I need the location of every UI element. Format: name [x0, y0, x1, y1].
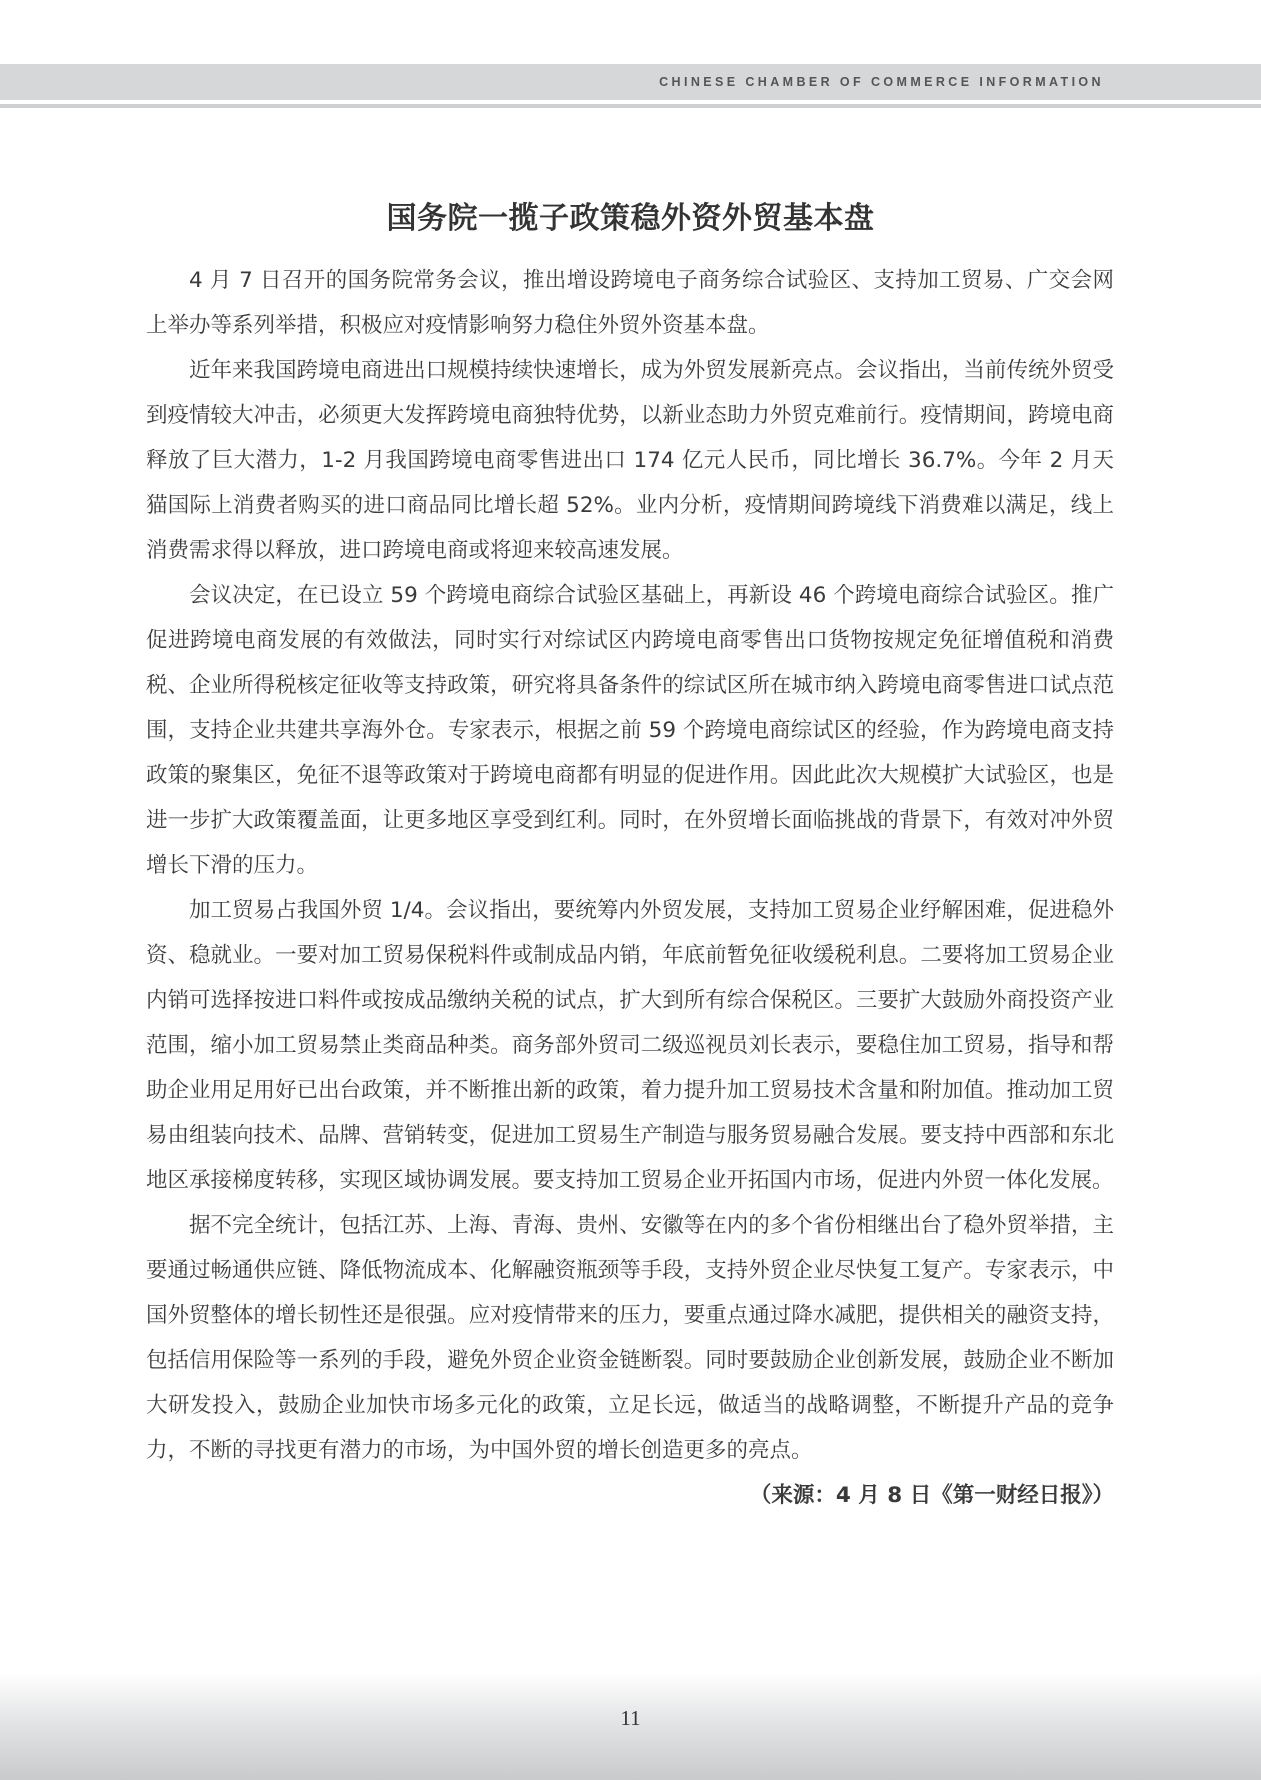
article-source: （来源：4 月 8 日《第一财经日报》） [749, 1483, 1114, 1508]
paragraph-5 [146, 1203, 1114, 1508]
paragraph-1: 4 月 7 日召开的国务院常务会议，推出增设跨境电子商务综合试验区、支持加工贸易、广交会网上举办等系列举措，积极应对疫情影响努力稳住外贸外资基本盘。 [146, 268, 1114, 338]
header-divider [0, 104, 1261, 108]
paragraph-2: 近年来我国跨境电商进出口规模持续快速增长，成为外贸发展新亮点。会议指出，当前传统外贸受到疫情较大冲击，必须更大发挥跨境电商独特优势，以新业态助力外贸克难前行。疫情期间，跨境电商释放了巨大潜力，1-2 月我国跨境电商零售进出口 174 亿元人民币，同比增长 36.7%。今年 2 月天猫国际上消费者购买的进口商品同比增长超 52%。业内分析，疫情期间跨境线下消费难以满足，线上消费需求得以释放，进口跨境电商或将迎来较高速发展。 [146, 358, 1114, 563]
article-title: 国务院一揽子政策稳外资外贸基本盘 [386, 201, 875, 236]
page-number: 11 [620, 1706, 641, 1730]
paragraph-4: 加工贸易占我国外贸 1/4。会议指出，要统筹内外贸发展，支持加工贸易企业纾解困难，促进稳外资、稳就业。一要对加工贸易保税料件或制成品内销，年底前暂免征收缓税利息。二要将加工贸易企业内销可选择按进口料件或按成品缴纳关税的试点，扩大到所有综合保税区。三要扩大鼓励外商投资产业范围，缩小加工贸易禁止类商品种类。商务部外贸司二级巡视员刘长表示，要稳住加工贸易，指导和帮助企业用足用好已出台政策，并不断推出新的政策，着力提升加工贸易技术含量和附加值。推动加工贸易由组装向技术、品牌、营销转变，促进加工贸易生产制造与服务贸易融合发展。要支持中西部和东北地区承接梯度转移，实现区域协调发展。要支持加工贸易企业开拓国内市场，促进内外贸一体化发展。 [146, 898, 1114, 1193]
paragraph-3: 会议决定，在已设立 59 个跨境电商综合试验区基础上，再新设 46 个跨境电商综合试验区。推广促进跨境电商发展的有效做法，同时实行对综试区内跨境电商零售出口货物按规定免征增值税和消费税、企业所得税核定征收等支持政策，研究将具备条件的综试区所在城市纳入跨境电商零售进口试点范围，支持企业共建共享海外仓。专家表示，根据之前 59 个跨境电商综试区的经验，作为跨境电商支持政策的聚集区，免征不退等政策对于跨境电商都有明显的促进作用。因此此次大规模扩大试验区，也是进一步扩大政策覆盖面，让更多地区享受到红利。同时，在外贸增长面临挑战的背景下，有效对冲外贸增长下滑的压力。 [146, 583, 1114, 878]
magazine-name: CHINESE CHAMBER OF COMMERCE INFORMATION [659, 75, 1104, 89]
article-body [146, 258, 1114, 1518]
paragraph-5-text: 据不完全统计，包括江苏、上海、青海、贵州、安徽等在内的多个省份相继出台了稳外贸举措，主要通过畅通供应链、降低物流成本、化解融资瓶颈等手段，支持外贸企业尽快复工复产。专家表示，中国外贸整体的增长韧性还是很强。应对疫情带来的压力，要重点通过降水减肥，提供相关的融资支持，包括信用保险等一系列的手段，避免外贸企业资金链断裂。同时要鼓励企业创新发展，鼓励企业不断加大研发投入，鼓励企业加快市场多元化的政策，立足长远，做适当的战略调整，不断提升产品的竞争力，不断的寻找更有潜力的市场，为中国外贸的增长创造更多的亮点。 [146, 1213, 1114, 1463]
